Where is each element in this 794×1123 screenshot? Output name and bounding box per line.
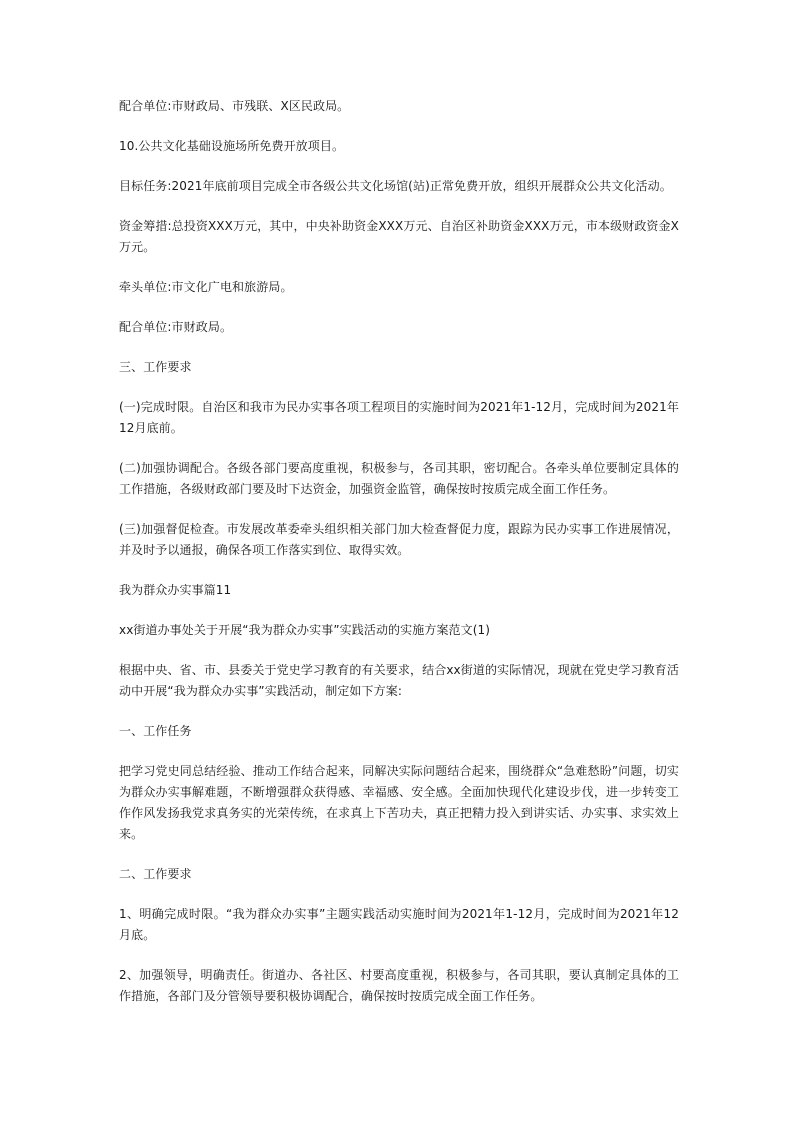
paragraph-funding: 资金筹措:总投资XXX万元，其中，中央补助资金XXX万元、自治区补助资金XXX万元，市本级财政资金X万元。 xyxy=(119,219,679,254)
paragraph-project-10-title: 10.公共文化基础设施场所免费开放项目。 xyxy=(119,139,345,153)
paragraph-cooperating-units-1: 配合单位:市财政局、市残联、X区民政局。 xyxy=(119,99,350,113)
paragraph-requirement-2: 2、加强领导，明确责任。街道办、各社区、村要高度重视，积极参与，各司其职，要认真制定具体的工作措施，各部门及分管领导要积极协调配合，确保按时按质完成全面工作任务。 xyxy=(119,968,679,1003)
paragraph-work-tasks: 把学习党史同总结经验、推动工作结合起来，同解决实际问题结合起来，围绕群众“急难愁盼”问题，切实为群众办实事解难题，不断增强群众获得感、幸福感、安全感。全面加快现代化建设步伐，进一步转变工作作风发扬我党求真务实的光荣传统，在求真上下苦功夫，真正把精力投入到讲实话、办实事、求实效上来。 xyxy=(119,764,679,841)
article-subtitle: xx街道办事处关于开展“我为群众办实事”实践活动的实施方案范文(1) xyxy=(119,623,491,637)
section-heading-work-tasks: 一、工作任务 xyxy=(119,724,192,738)
paragraph-deadline: (一)完成时限。自治区和我市为民办实事各项工程项目的实施时间为2021年1-12月，完成时间为2021年12月底前。 xyxy=(119,400,679,435)
paragraph-lead-unit: 牵头单位:市文化广电和旅游局。 xyxy=(119,280,293,294)
article-heading: 我为群众办实事篇11 xyxy=(119,583,232,597)
paragraph-target-task: 目标任务:2021年底前项目完成全市各级公共文化场馆(站)正常免费开放，组织开展群众公共文化活动。 xyxy=(119,179,672,193)
paragraph-coordination: (二)加强协调配合。各级各部门要高度重视，积极参与，各司其职，密切配合。各牵头单位要制定具体的工作措施，各级财政部门要及时下达资金，加强资金监管，确保按时按质完成全面工作任务。 xyxy=(119,461,679,496)
paragraph-cooperating-units-2: 配合单位:市财政局。 xyxy=(119,320,233,334)
paragraph-requirement-1: 1、明确完成时限。“我为群众办实事”主题实践活动实施时间为2021年1-12月，完成时间为2021年12月底。 xyxy=(119,907,679,942)
section-heading-work-requirements: 三、工作要求 xyxy=(119,360,192,374)
document-body xyxy=(119,96,679,1026)
section-heading-work-requirements-2: 二、工作要求 xyxy=(119,867,192,881)
paragraph-intro: 根据中央、省、市、县委关于党史学习教育的有关要求，结合xx街道的实际情况，现就在党史学习教育活动中开展“我为群众办实事”实践活动，制定如下方案: xyxy=(119,663,679,698)
paragraph-supervision: (三)加强督促检查。市发展改革委牵头组织相关部门加大检查督促力度，跟踪为民办实事工作进展情况，并及时予以通报，确保各项工作落实到位、取得实效。 xyxy=(119,522,679,557)
